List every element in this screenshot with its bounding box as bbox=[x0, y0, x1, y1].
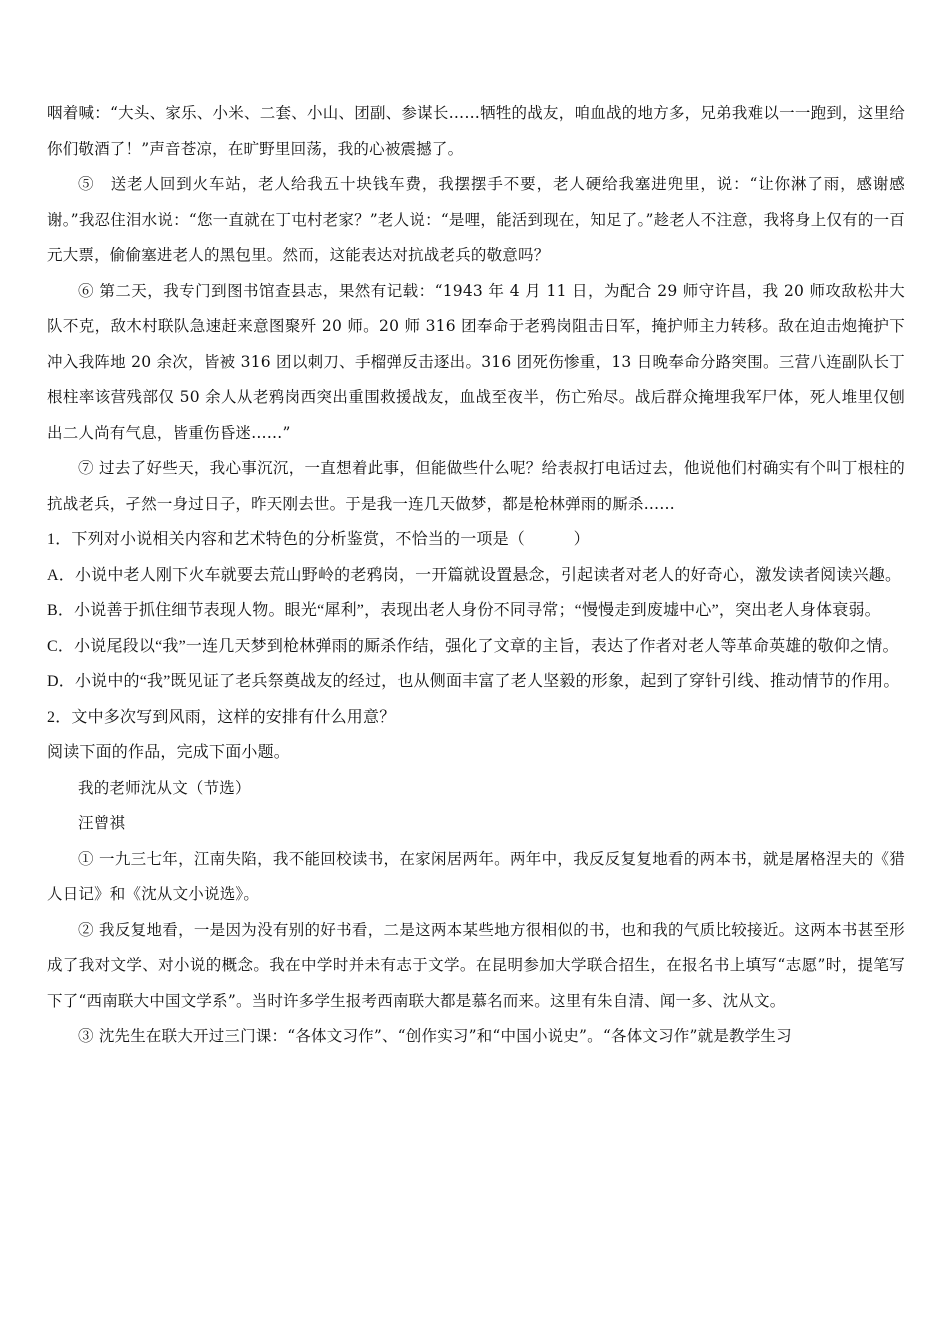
question-1-option-c: C．小说尾段以“我”一连几天梦到枪林弹雨的厮杀作结，强化了文章的主旨，表达了作者对老人等革命英雄的敬仰之情。 bbox=[47, 637, 899, 655]
question-2-stem: 2．文中多次写到风雨，这样的安排有什么用意？ bbox=[47, 708, 396, 726]
passage2-paragraph-3: ③ 沈先生在联大开过三门课：“各体文习作”、“创作实习”和“中国小说史”。“各体文习作”就是教学生习 bbox=[78, 1027, 792, 1045]
question-1-option-a: A．小说中老人刚下火车就要去荒山野岭的老鸦岗，一开篇就设置悬念，引起读者对老人的好奇心，激发读者阅读兴趣。 bbox=[47, 566, 902, 584]
question-1-option-d: D．小说中的“我”既见证了老兵祭奠战友的经过，也从侧面丰富了老人坚毅的形象，起到了穿针引线、推动情节的作用。 bbox=[47, 673, 900, 690]
passage2-paragraph-1: ① 一九三七年，江南失陷，我不能回校读书，在家闲居两年。两年中，我反反复复地看的两本书，就是屠格涅夫的《猎人日记》和《沈从文小说选》。 bbox=[47, 849, 905, 903]
reading-instruction: 阅读下面的作品，完成下面小题。 bbox=[47, 744, 291, 761]
passage1-paragraph-cont: 咽着喊：“大头、家乐、小米、二套、小山、团副、参谋长……牺牲的战友，咱血战的地方多，兄弟我难以一一跑到，这里给你们敬酒了！”声音苍凉，在旷野里回荡，我的心被震撼了。 bbox=[47, 104, 905, 158]
article-title: 我的老师沈从文（节选） bbox=[78, 778, 251, 797]
passage1-paragraph-5: ⑤ 送老人回到火车站，老人给我五十块钱车费，我摆摆手不要，老人硬给我塞进兜里，说：“让你淋了雨，感谢感谢。”我忍住泪水说：“您一直就在丁屯村老家？”老人说：“是哩，能活到现在，知足了。”趁老人不注意，我将身上仅有的一百元大票，偷偷塞进老人的黑包里。然而，这能表达对抗战老兵的敬意吗？ bbox=[47, 175, 905, 264]
passage2-paragraph-2: ② 我反复地看，一是因为没有别的好书看，二是这两本某些地方很相似的书，也和我的气质比较接近。这两本书甚至形成了我对文学、对小说的概念。我在中学时并未有志于文学。在昆明参加大学联合招生，在报名书上填写“志愿”时，提笔写下了“西南联大中国文学系”。当时许多学生报考西南联大都是慕名而来。这里有朱自清、闻一多、沈从文。 bbox=[47, 920, 905, 1010]
article-author: 汪曾祺 bbox=[78, 814, 126, 832]
question-1-option-b: B．小说善于抓住细节表现人物。眼光“犀利”，表现出老人身份不同寻常；“慢慢走到废墟中心”，突出老人身体衰弱。 bbox=[47, 602, 881, 619]
passage1-paragraph-6: ⑥ 第二天，我专门到图书馆查县志，果然有记载：“1943 年 4 月 11 日，为配合 29 师守许昌，我 20 师攻敌松井大队不克，敌木村联队急速赶来意图聚歼 20 师。20 师 316 团奉命于老鸦岗阻击日军，掩护师主力转移。敌在迫击炮掩护下冲入我阵地 20 余次，皆被 316 团以刺刀、手榴弹反击逐出。316 团死伤惨重，13 日晚奉命分路突围。三营八连副队长丁根柱率该营残部仅 50 余人从老鸦岗西突出重围救援战友，血战至夜半，伤亡殆尽。战后群众掩埋我军尸体，死人堆里仅刨出二人尚有气息，皆重伤昏迷……” bbox=[47, 281, 905, 442]
passage1-paragraph-7: ⑦ 过去了好些天，我心事沉沉，一直想着此事，但能做些什么呢？给表叔打电话过去，他说他们村确实有个叫丁根柱的抗战老兵，孑然一身过日子，昨天刚去世。于是我一连几天做梦，都是枪林弹雨的厮杀…… bbox=[47, 459, 905, 513]
question-1-stem: 1．下列对小说相关内容和艺术特色的分析鉴赏，不恰当的一项是（ ） bbox=[47, 531, 590, 548]
document-page bbox=[47, 96, 905, 1055]
